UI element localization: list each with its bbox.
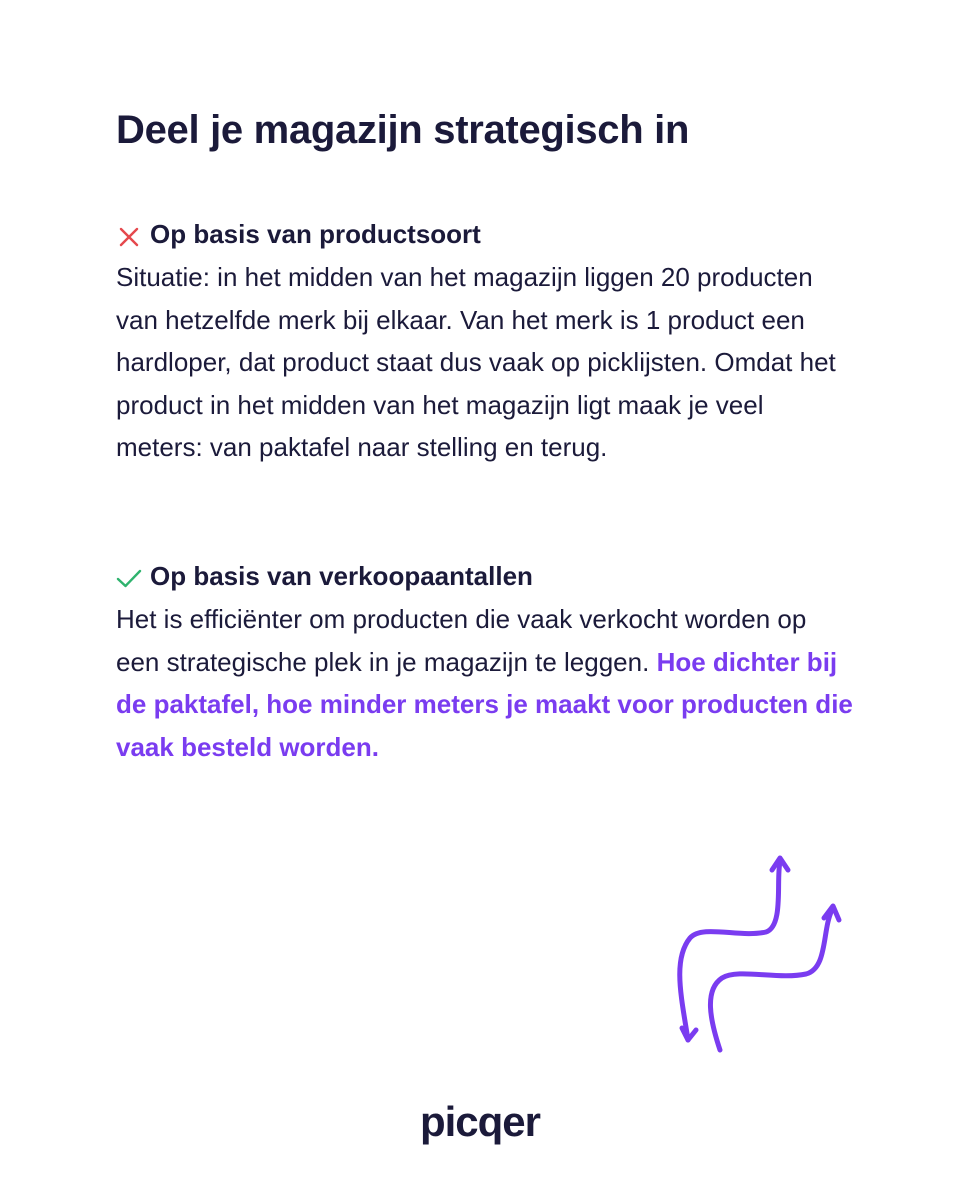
- section-heading: [116, 556, 856, 596]
- section-body-text: Situatie: in het midden van het magazijn liggen 20 producten van hetzelfde merk bij elkaar. Van het merk is 1 product een hardloper, dat product staat dus vaak op picklijsten. Omdat het product in het midden van het magazijn ligt maak je veel meters: van paktafel naar stelling en terug.: [116, 262, 836, 462]
- section-productsoort: [116, 214, 856, 469]
- highlighted-text: Hoe dichter bij de paktafel, hoe minder meters je maakt voor producten die vaak besteld worden.: [116, 646, 853, 762]
- check-icon: [116, 563, 142, 589]
- wavy-arrows-icon: [660, 850, 850, 1065]
- page-title: Deel je magazijn strategisch in: [116, 108, 690, 152]
- section-heading-label: Op basis van verkoopaantallen: [150, 561, 533, 591]
- picqer-logo: picqer: [419, 1098, 541, 1145]
- section-heading: [116, 214, 856, 254]
- section-heading-label: Op basis van productsoort: [150, 219, 481, 249]
- cross-icon: [116, 221, 142, 247]
- section-body: [116, 598, 856, 768]
- section-body: [116, 256, 856, 469]
- section-body-text: Het is efficiënter om producten die vaak verkocht worden op een strategische plek in je magazijn te leggen.: [116, 604, 807, 677]
- section-verkoopaantallen: [116, 556, 856, 768]
